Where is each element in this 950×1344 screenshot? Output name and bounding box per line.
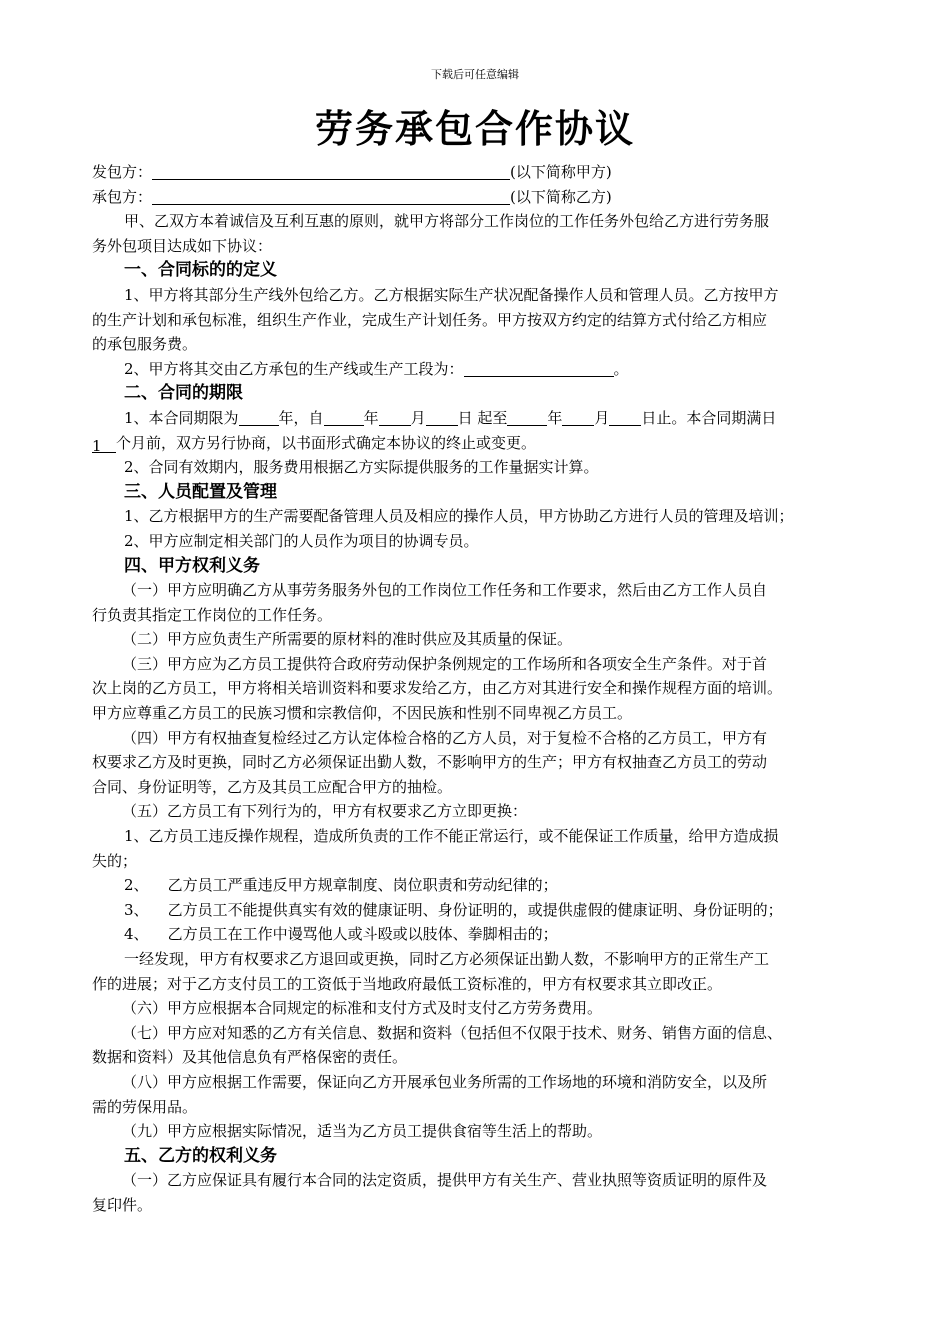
paragraph-line: 失的； xyxy=(92,851,138,870)
paragraph-line: （五）乙方员工有下列行为的，甲方有权要求乙方立即更换： xyxy=(122,802,528,821)
paragraph-line: 甲方应尊重乙方员工的民族习惯和宗教信仰，不因民族和性别不同卑视乙方员工。 xyxy=(92,704,633,723)
paragraph-line: 需的劳保用品。 xyxy=(92,1097,198,1116)
section-heading: 二、合同的期限 xyxy=(124,383,243,404)
paragraph-line: 的生产计划和承包标准，组织生产作业，完成生产计划任务。甲方按双方约定的结算方式付给乙方相应 xyxy=(92,310,768,329)
paragraph-line: （六）甲方应根据本合同规定的标准和支付方式及时支付乙方劳务费用。 xyxy=(122,999,603,1018)
document-title: 劳务承包合作协议 xyxy=(314,107,635,151)
end-month-blank xyxy=(562,407,594,426)
paragraph-line: （四）甲方有权抽查复检经过乙方认定体检合格的乙方人员，对于复检不合格的乙方员工，甲方有 xyxy=(122,728,768,747)
section-heading: 一、合同标的的定义 xyxy=(124,260,277,281)
clause-text: 月 xyxy=(594,408,610,427)
clause-text: 日 起至 xyxy=(457,408,508,427)
clause-text: 年，自 xyxy=(278,408,324,427)
paragraph-line: 2、合同有效期内，服务费用根据乙方实际提供服务的工作量据实计算。 xyxy=(124,458,599,477)
paragraph-line: （七）甲方应对知悉的乙方有关信息、数据和资料（包括但不仅限于技术、财务、销售方面的信息、 xyxy=(122,1023,783,1042)
paragraph-line: 数据和资料）及其他信息负有严格保密的责任。 xyxy=(92,1048,408,1067)
header-note: 下载后可任意编辑 xyxy=(431,68,519,81)
clause-text: 年 xyxy=(363,408,379,427)
party-a-blank xyxy=(152,161,510,180)
party-b-suffix: (以下简称乙方) xyxy=(510,187,612,206)
section-heading: 五、乙方的权利义务 xyxy=(124,1145,277,1166)
paragraph-line: （三）甲方应为乙方员工提供符合政府劳动保护条例规定的工作场所和各项安全生产条件。对于首 xyxy=(122,654,768,673)
clause-text: 个月前，双方另行协商，以书面形式确定本协议的终止或变更。 xyxy=(116,433,537,452)
clause-text: 日止。本合同期满日 xyxy=(641,408,777,427)
paragraph-line: （一）甲方应明确乙方从事劳务服务外包的工作岗位工作任务和工作要求，然后由乙方工作人员自 xyxy=(122,581,768,600)
clause-text: 2、甲方将其交由乙方承包的生产线或生产工段为： xyxy=(124,359,464,378)
paragraph-line: （二）甲方应负责生产所需要的原材料的准时供应及其质量的保证。 xyxy=(122,630,573,649)
clause-text: 月 xyxy=(410,408,426,427)
paragraph-line: 权要求乙方及时更换，同时乙方必须保证出勤人数，不影响甲方的生产；甲方有权抽查乙方员工的劳动 xyxy=(92,753,768,772)
paragraph-line: 复印件。 xyxy=(92,1195,153,1214)
paragraph-line: 2、甲方应制定相关部门的人员作为项目的协调专员。 xyxy=(124,531,479,550)
months-value: 1 xyxy=(92,434,116,453)
paragraph-line: 作的进展；对于乙方支付员工的工资低于当地政府最低工资标准的，甲方有权要求其立即改正。 xyxy=(92,974,723,993)
section-heading: 三、人员配置及管理 xyxy=(124,481,277,502)
paragraph-line: 1、甲方将其部分生产线外包给乙方。乙方根据实际生产状况配备操作人员和管理人员。乙方按甲方 xyxy=(124,285,779,304)
paragraph-line: 行负责其指定工作岗位的工作任务。 xyxy=(92,605,333,624)
paragraph-line: （一）乙方应保证具有履行本合同的法定资质，提供甲方有关生产、营业执照等资质证明的原件及 xyxy=(122,1171,768,1190)
start-month-blank xyxy=(379,407,411,426)
start-day-blank xyxy=(426,407,458,426)
paragraph-line: 的承包服务费。 xyxy=(92,335,198,354)
term-years-blank xyxy=(239,407,279,426)
production-line-clause xyxy=(92,357,862,382)
clause-text: 年 xyxy=(547,408,563,427)
party-a-line xyxy=(92,160,862,185)
intro-line: 务外包项目达成如下协议： xyxy=(92,236,273,255)
section-heading: 四、甲方权利义务 xyxy=(124,555,260,576)
term-clause-cont xyxy=(92,431,862,456)
term-clause xyxy=(92,406,862,431)
paragraph-line: 次上岗的乙方员工，甲方将相关培训资料和要求发给乙方，由乙方对其进行安全和操作规程方面的培训。 xyxy=(92,679,783,698)
paragraph-line: 合同、身份证明等，乙方及其员工应配合甲方的抽检。 xyxy=(92,777,453,796)
intro-line: 甲、乙双方本着诚信及互利互惠的原则，就甲方将部分工作岗位的工作任务外包给乙方进行劳务服 xyxy=(124,212,770,231)
paragraph-line: （九）甲方应根据实际情况，适当为乙方员工提供食宿等生活上的帮助。 xyxy=(122,1122,603,1141)
clause-text: 1、本合同期限为 xyxy=(124,408,239,427)
paragraph-line: 一经发现，甲方有权要求乙方退回或更换，同时乙方必须保证出勤人数，不影响甲方的正常生产工 xyxy=(124,950,770,968)
start-year-blank xyxy=(324,407,364,426)
clause-text: 。 xyxy=(613,359,629,378)
party-b-blank xyxy=(152,186,510,205)
end-year-blank xyxy=(507,407,547,426)
paragraph-line: 1、乙方员工违反操作规程，造成所负责的工作不能正常运行，或不能保证工作质量，给甲方造成损 xyxy=(124,827,779,846)
production-line-blank xyxy=(464,358,614,377)
paragraph-line: 2、 乙方员工严重违反甲方规章制度、岗位职责和劳动纪律的； xyxy=(124,876,558,895)
end-day-blank xyxy=(609,407,641,426)
paragraph-line: 3、 乙方员工不能提供真实有效的健康证明、身份证明的，或提供虚假的健康证明、身份证明的； xyxy=(124,900,783,919)
paragraph-line: （八）甲方应根据工作需要，保证向乙方开展承包业务所需的工作场地的环境和消防安全，以及所 xyxy=(122,1072,768,1091)
party-b-label: 承包方： xyxy=(92,187,153,206)
party-a-suffix: (以下简称甲方) xyxy=(510,163,612,181)
party-a-label: 发包方： xyxy=(92,163,153,181)
document-body xyxy=(92,160,862,1218)
paragraph-line: 1、乙方根据甲方的生产需要配备管理人员及相应的操作人员，甲方协助乙方进行人员的管理及培训； xyxy=(124,507,794,526)
paragraph-line: 4、 乙方员工在工作中谩骂他人或斗殴或以肢体、拳脚相击的； xyxy=(124,925,558,944)
party-b-line xyxy=(92,185,862,210)
